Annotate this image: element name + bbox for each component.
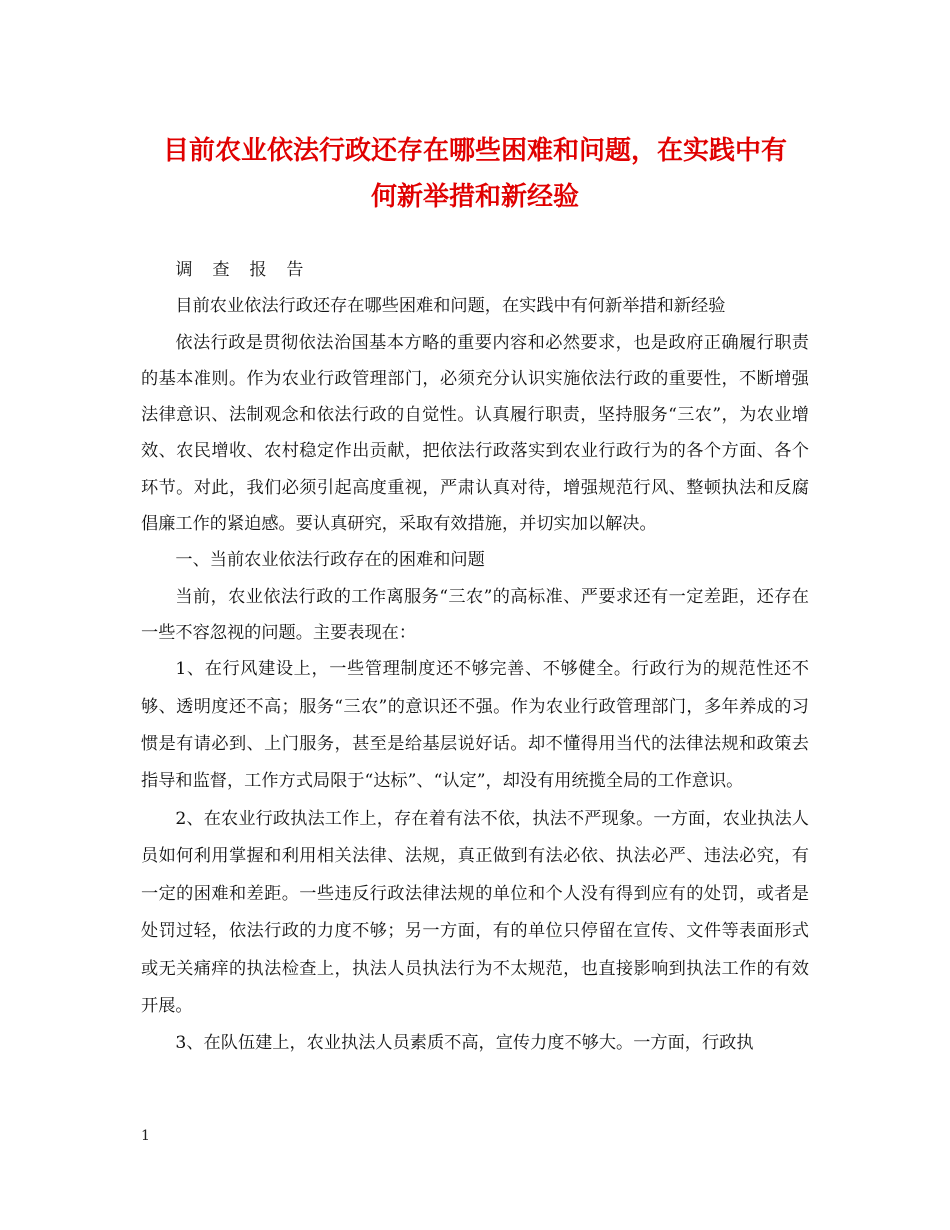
intro-paragraph: 依法行政是贯彻依法治国基本方略的重要内容和必然要求，也是政府正确履行职责的基本准则。作为农业行政管理部门，必须充分认识实施依法行政的重要性，不断增强法律意识、法制观念和依法行政的自觉性。认真履行职责，坚持服务“三农”，为农业增效、农民增收、农村稳定作出贡献，把依法行政落实到农业行政行为的各个方面、各个环节。对此，我们必须引起高度重视，严肃认真对待，增强规范行风、整顿执法和反腐倡廉工作的紧迫感。要认真研究，采取有效措施，并切实加以解决。: [141, 332, 809, 535]
document-body: [141, 252, 809, 1063]
document-title: [120, 128, 830, 220]
point-1-paragraph: 1、在行风建设上，一些管理制度还不够完善、不够健全。行政行为的规范性还不够、透明度还不高；服务“三农”的意识还不强。作为农业行政管理部门，多年养成的习惯是有请必到、上门服务，甚至是给基层说好话。却不懂得用当代的法律法规和政策去指导和监督，工作方式局限于“达标”、“认定”，却没有用统揽全局的工作意识。: [141, 659, 809, 792]
report-heading: 调查报告: [175, 260, 324, 280]
point-2-paragraph: 2、在农业行政执法工作上，存在着有法不依，执法不严现象。一方面，农业执法人员如何利用掌握和利用相关法律、法规，真正做到有法必依、执法必严、违法必究，有一定的困难和差距。一些违反行政法律法规的单位和个人没有得到应有的处罚，或者是处罚过轻，依法行政的力度不够；另一方面，有的单位只停留在宣传、文件等表面形式或无关痛痒的执法检查上，执法人员执法行为不太规范，也直接影响到执法工作的有效开展。: [141, 808, 809, 1016]
section-intro-paragraph: 当前，农业依法行政的工作离服务“三农”的高标准、严要求还有一定差距，还存在一些不容忽视的问题。主要表现在：: [141, 586, 809, 643]
point-3-paragraph: 3、在队伍建上，农业执法人员素质不高，宣传力度不够大。一方面，行政执: [175, 1033, 754, 1054]
section-heading: 一、当前农业依法行政存在的困难和问题: [175, 550, 485, 571]
subtitle-paragraph: 目前农业依法行政还存在哪些困难和问题，在实践中有何新举措和新经验: [175, 296, 726, 317]
page-number: 1: [141, 1128, 150, 1144]
title-line-2: 何新举措和新经验: [370, 182, 579, 212]
title-line-1: 目前农业依法行政还存在哪些困难和问题，在实践中有: [162, 136, 787, 166]
